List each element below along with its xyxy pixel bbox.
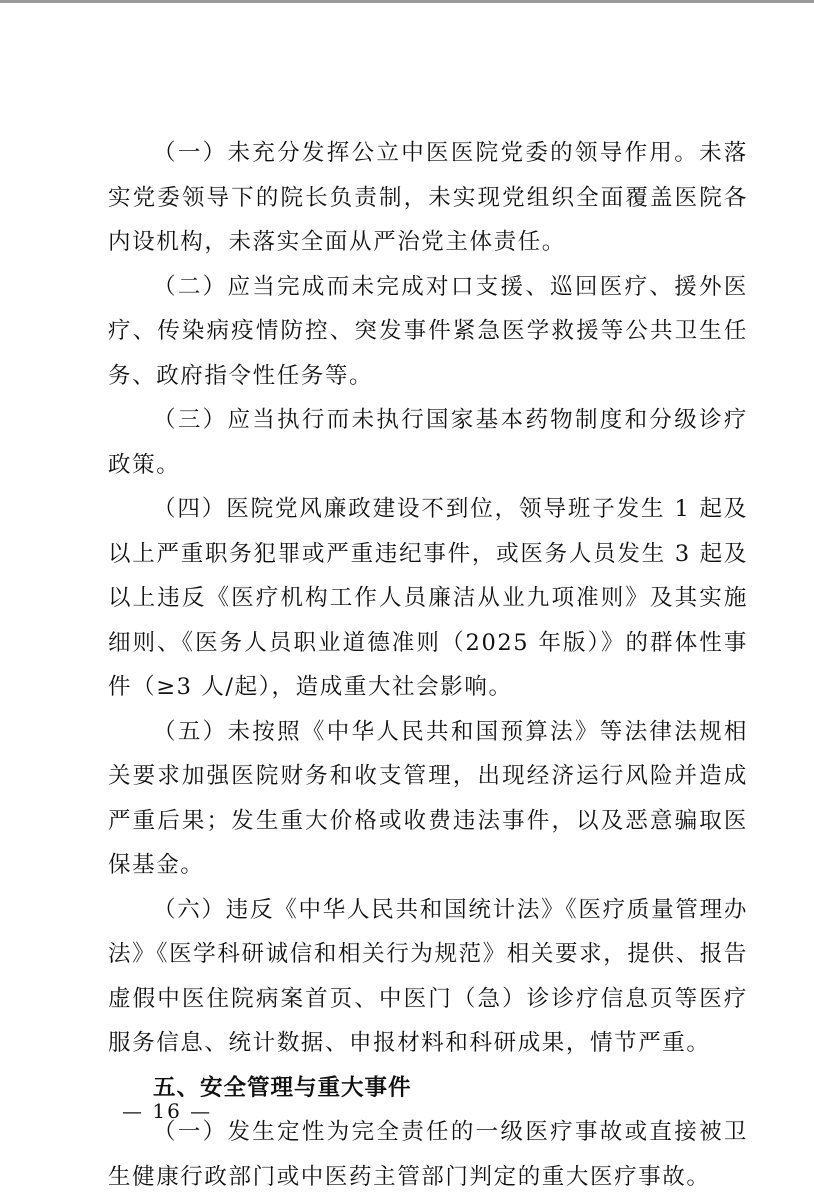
paragraph-5: （五）未按照《中华人民共和国预算法》等法律法规相关要求加强医院财务和收支管理，出现经济运行风险并造成严重后果；发生重大价格或收费违法事件，以及恶意骗取医保基金。: [108, 718, 748, 878]
top-edge-rule: [0, 0, 814, 3]
document-body: [108, 131, 748, 1199]
paragraph-2: （二）应当完成而未完成对口支援、巡回医疗、援外医疗、传染病疫情防控、突发事件紧急医学救援等公共卫生任务、政府指令性任务等。: [108, 273, 748, 389]
paragraph-4: （四）医院党风廉政建设不到位，领导班子发生 1 起及以上严重职务犯罪或严重违纪事件，或医务人员发生 3 起及以上违反《医疗机构工作人员廉洁从业九项准则》及其实施细则、《医务人员职业道德准则（2025 年版）》的群体性事件（≥3 人/起），造成重大社会影响。: [108, 496, 748, 700]
section-heading: 五、安全管理与重大事件: [153, 1074, 412, 1101]
paragraph-3: （三）应当执行而未执行国家基本药物制度和分级诊疗政策。: [108, 407, 748, 478]
section-paragraph: （一）发生定性为完全责任的一级医疗事故或直接被卫生健康行政部门或中医药主管部门判定的重大医疗事故。: [108, 1119, 748, 1190]
paragraph-6: （六）违反《中华人民共和国统计法》《医疗质量管理办法》《医学科研诚信和相关行为规范》相关要求，提供、报告虚假中医住院病案首页、中医门（急）诊诊疗信息页等医疗服务信息、统计数据、申报材料和科研成果，情节严重。: [108, 896, 748, 1056]
page-number: — 16 —: [122, 1099, 213, 1123]
paragraph-1: （一）未充分发挥公立中医医院党委的领导作用。未落实党委领导下的院长负责制，未实现党组织全面覆盖医院各内设机构，未落实全面从严治党主体责任。: [108, 140, 748, 255]
